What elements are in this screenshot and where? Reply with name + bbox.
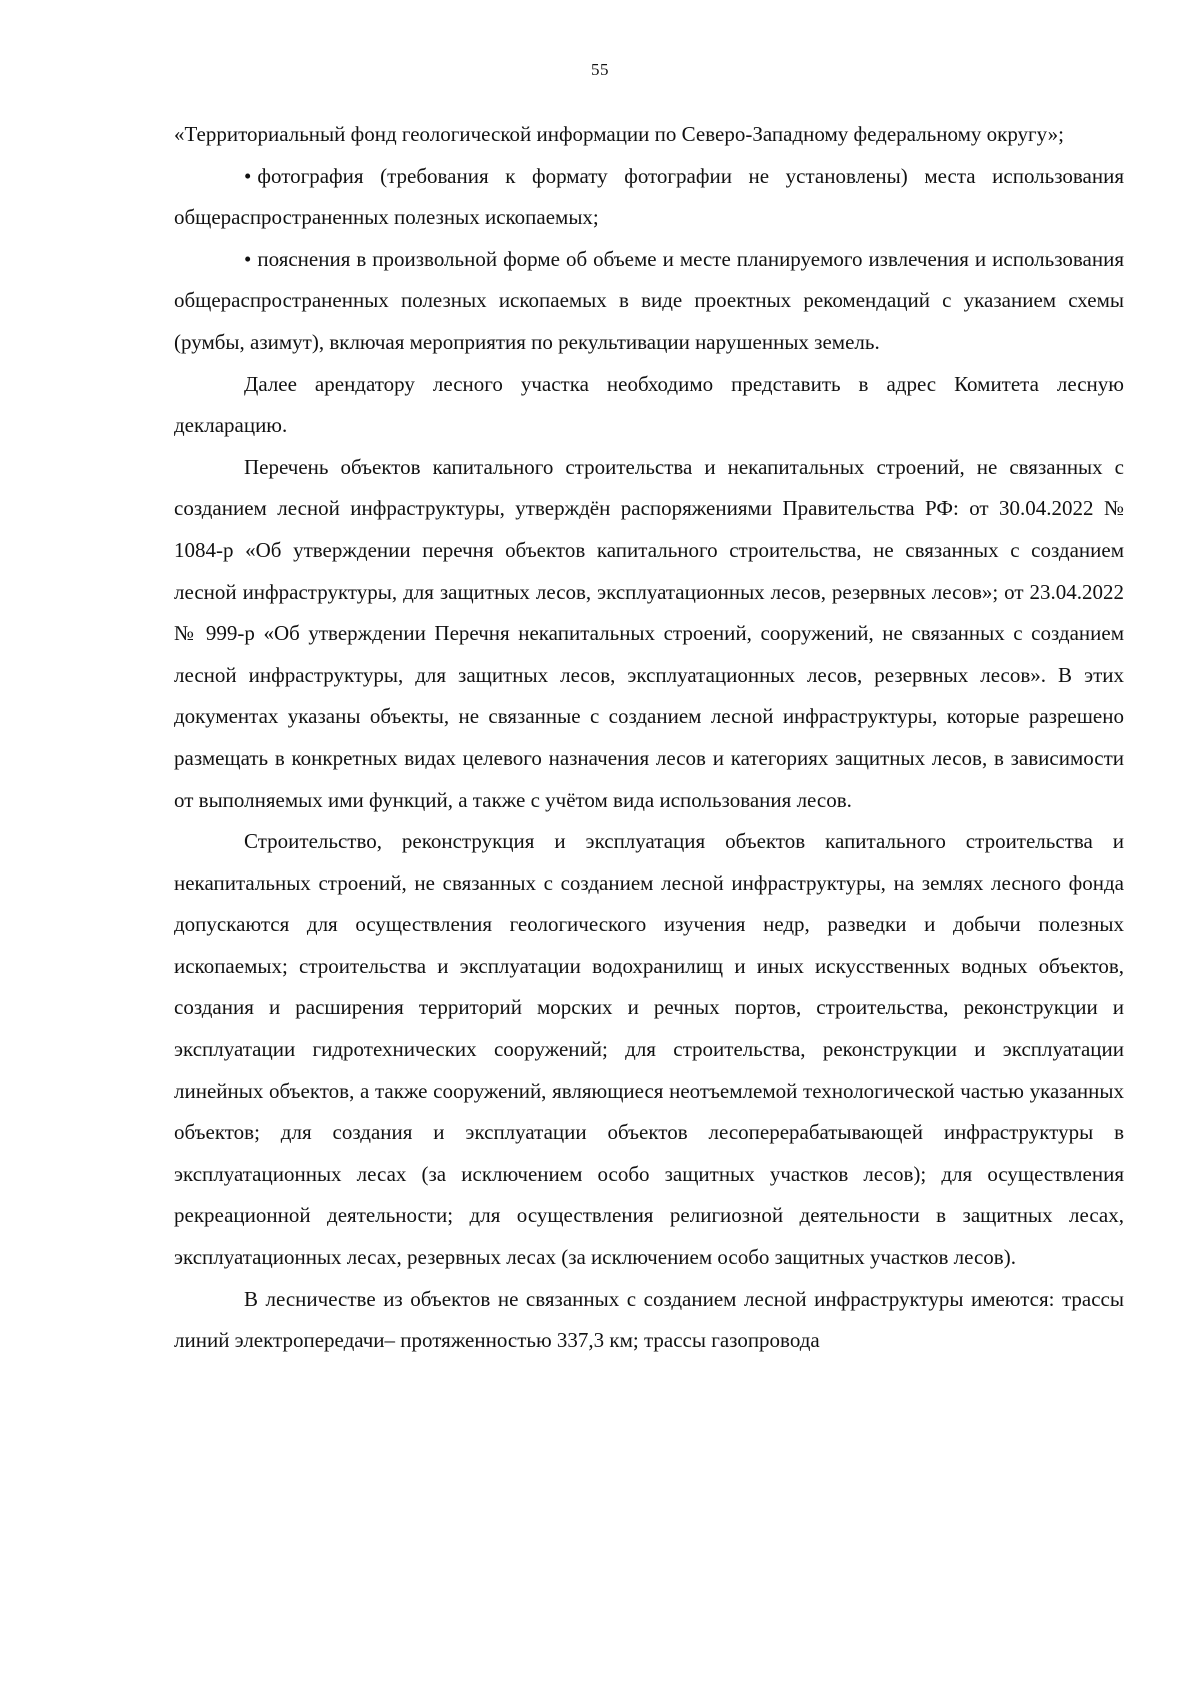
bullet-icon: •	[244, 246, 252, 271]
paragraph-continuation: «Территориальный фонд геологической информации по Северо-Западному федеральному округу»;	[174, 122, 1065, 146]
bullet-item-text: пояснения в произвольной форме об объеме и месте планируемого извлечения и использования общераспространенных полезных ископаемых в виде проектных рекомендаций с указанием схемы (румбы, азимут), включая мероприятия по рекультивации нарушенных земель.	[174, 246, 1124, 354]
document-body	[174, 114, 1124, 1362]
bullet-item-explanation	[174, 239, 1124, 364]
paragraph-forestry-objects: В лесничестве из объектов не связанных с созданием лесной инфраструктуры имеются: трассы линий электропередачи– протяженностью 337,3 км; трассы газопровода	[174, 1286, 1124, 1353]
paragraph-construction: Строительство, реконструкция и эксплуатация объектов капитального строительства и некапитальных строений, не связанных с созданием лесной инфраструктуры, на землях лесного фонда допускаются для осуществления геологического изучения недр, разведки и добычи полезных ископаемых; строительства и эксплуатации водохранилищ и иных искусственных водных объектов, создания и расширения территорий морских и речных портов, строительства, реконструкции и эксплуатации гидротехнических сооружений; для строительства, реконструкции и эксплуатации линейных объектов, а также сооружений, являющиеся неотъемлемой технологической частью указанных объектов; для создания и эксплуатации объектов лесоперерабатывающей инфраструктуры в эксплуатационных лесах (за исключением особо защитных участков лесов); для осуществления рекреационной деятельности; для осуществления религиозной деятельности в защитных лесах, эксплуатационных лесах, резервных лесах (за исключением особо защитных участков лесов).	[174, 829, 1124, 1270]
paragraph-declaration: Далее арендатору лесного участка необходимо представить в адрес Комитета лесную декларацию.	[174, 371, 1124, 438]
bullet-icon: •	[244, 163, 252, 188]
paragraph-object-list: Перечень объектов капитального строительства и некапитальных строений, не связанных с созданием лесной инфраструктуры, утверждён распоряжениями Правительства РФ: от 30.04.2022 № 1084-р «Об утверждении перечня объектов капитального строительства, не связанных с созданием лесной инфраструктуры, для защитных лесов, эксплуатационных лесов, резервных лесов»; от 23.04.2022 № 999-р «Об утверждении Перечня некапитальных строений, сооружений, не связанных с созданием лесной инфраструктуры, для защитных лесов, эксплуатационных лесов, резервных лесов». В этих документах указаны объекты, не связанные с созданием лесной инфраструктуры, которые разрешено размещать в конкретных видах целевого назначения лесов и категориях защитных лесов, в зависимости от выполняемых ими функций, а также с учётом вида использования лесов.	[174, 454, 1124, 812]
bullet-item-text: фотография (требования к формату фотографии не установлены) места использования общераспространенных полезных ископаемых;	[174, 163, 1124, 230]
page-number: 55	[591, 60, 609, 79]
bullet-item-photo	[174, 156, 1124, 239]
